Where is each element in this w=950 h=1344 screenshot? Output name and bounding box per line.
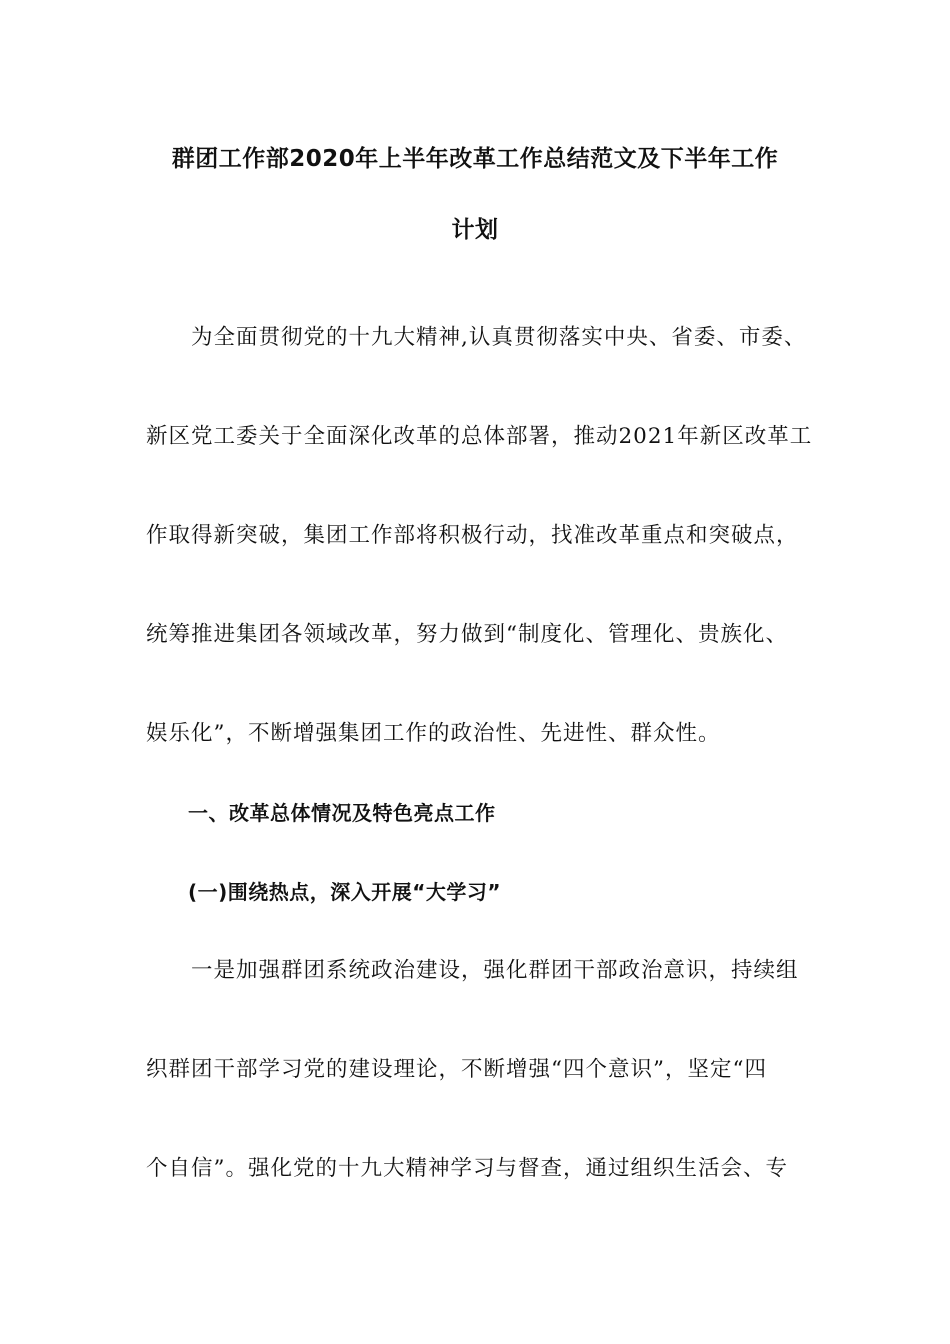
subsection-heading: (一)围绕热点，深入开展“大学习” — [188, 880, 502, 904]
document-title-line-2: 计划 — [451, 217, 499, 243]
body-paragraph-line-2: 织群团干部学习党的建设理论，不断增强“四个意识”，坚定“四 — [146, 1057, 767, 1082]
body-paragraph-line-1: 一是加强群团系统政治建设，强化群团干部政治意识，持续组 — [146, 958, 799, 983]
intro-paragraph-line-1: 为全面贯彻党的十九大精神,认真贯彻落实中央、省委、市委、 — [146, 325, 807, 350]
intro-paragraph-line-3: 作取得新突破，集团工作部将积极行动，找准改革重点和突破点， — [146, 523, 799, 548]
section-heading: 一、改革总体情况及特色亮点工作 — [188, 801, 496, 825]
intro-paragraph-line-5: 娱乐化”，不断增强集团工作的政治性、先进性、群众性。 — [146, 721, 721, 746]
body-paragraph-line-3: 个自信”。强化党的十九大精神学习与督查，通过组织生活会、专 — [146, 1156, 788, 1181]
intro-paragraph-line-2: 新区党工委关于全面深化改革的总体部署，推动2021年新区改革工 — [146, 424, 813, 449]
intro-paragraph-line-4: 统筹推进集团各领域改革，努力做到“制度化、管理化、贵族化、 — [146, 622, 788, 647]
document-title-line-1: 群团工作部2020年上半年改革工作总结范文及下半年工作 — [171, 146, 779, 172]
